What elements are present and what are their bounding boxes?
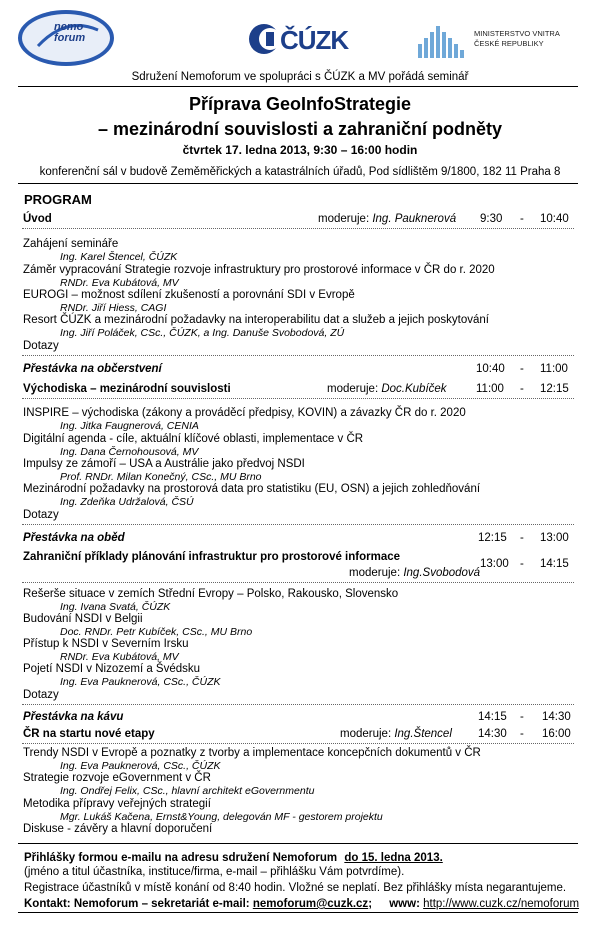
session-vychodiska — [23, 382, 578, 398]
break-title: Přestávka na kávu — [23, 711, 124, 723]
www-link[interactable]: http://www.cuzk.cz/nemoforum — [423, 898, 580, 910]
agenda-item: Rešerše situace v zemích Střední Evropy – Polsko, Rakousko, Slovensko — [23, 588, 399, 600]
session-end: 16:00 — [542, 728, 571, 740]
dotted-rule — [22, 355, 574, 356]
organizer-line: Sdružení Nemoforum ve spolupráci s ČÚZK a MV pořádá seminář — [131, 71, 469, 83]
agenda-speaker: Ing. Jitka Faugnerová, CENIA — [60, 420, 199, 432]
agenda-speaker: Doc. RNDr. Petr Kubíček, CSc., MU Brno — [60, 626, 253, 638]
mv-logo — [416, 20, 586, 60]
agenda-item: Diskuse - závěry a hlavní doporučení — [23, 823, 213, 835]
email-link[interactable]: nemoforum@cuzk.cz — [252, 898, 369, 910]
agenda-item: Dotazy — [23, 509, 59, 521]
contact-label: Kontakt: — [24, 898, 71, 910]
agenda-item: Dotazy — [23, 689, 59, 701]
break-dash: - — [520, 532, 524, 544]
session-zahranicni — [23, 550, 578, 582]
session-dash: - — [520, 383, 524, 395]
header-rule — [18, 86, 578, 87]
agenda-item: Dotazy — [23, 340, 59, 352]
dotted-rule — [22, 743, 574, 744]
session-start: 14:30 — [478, 728, 507, 740]
break-start: 14:15 — [478, 711, 507, 723]
contact-text: Nemoforum – sekretariát e-mail: — [73, 898, 250, 910]
registration-line — [24, 851, 584, 865]
dotted-rule — [22, 398, 574, 399]
agenda-item: Trendy NSDI v Evropě a poznatky z tvorby a implementace koncepčních dokumentů v ČR — [23, 747, 481, 759]
session-title: Zahraniční příklady plánování infrastruktur pro prostorové informace — [23, 551, 401, 563]
agenda-speaker: Ing. Zdeňka Udržalová, ČSÚ — [60, 496, 194, 508]
session-uvod — [23, 212, 578, 228]
agenda-item: Pojetí NSDI v Nizozemí a Švédsku — [23, 663, 201, 675]
bottom-rule — [18, 912, 578, 913]
contact-sep: ; — [368, 898, 373, 910]
agenda-speaker: Ing. Ondřej Felix, CSc., hlavní architekt eGovernmentu — [60, 785, 315, 797]
nemoforum-logo-text: nemo forum — [54, 21, 86, 44]
agenda-speaker: RNDr. Jiří Hiess, CAGI — [60, 302, 167, 314]
session-dash: - — [520, 728, 524, 740]
dotted-rule — [22, 228, 574, 229]
dotted-rule — [22, 582, 574, 583]
session-start: 13:00 — [480, 558, 509, 570]
break-title: Přestávka na občerstvení — [23, 363, 162, 375]
dotted-rule — [22, 704, 574, 705]
www-label: www: — [389, 898, 420, 910]
agenda-speaker: Ing. Ivana Svatá, ČÚZK — [60, 601, 171, 613]
session-moderator: moderuje: Doc.Kubíček — [327, 383, 447, 395]
nemoforum-logo — [16, 8, 116, 68]
agenda-item: Přístup k NSDI v Severním Irsku — [23, 638, 189, 650]
agenda-speaker: RNDr. Eva Kubátová, MV — [60, 651, 179, 663]
agenda-item: Strategie rozvoje eGovernment v ČR — [23, 772, 211, 784]
break-end: 11:00 — [540, 363, 568, 375]
registration-note: (jméno a titul účastníka, instituce/firma, e-mail – přihlášku Vám potvrdíme). — [24, 866, 405, 878]
session-moderator: moderuje: Ing.Štencel — [340, 728, 452, 740]
session-title: ČR na startu nové etapy — [23, 728, 155, 740]
break-coffee — [23, 710, 578, 726]
break-title: Přestávka na oběd — [23, 532, 125, 544]
break-dash: - — [520, 711, 524, 723]
cuzk-logo-text: ČÚZK — [280, 25, 349, 55]
break-end: 14:30 — [542, 711, 571, 723]
session-title: Východiska – mezinárodní souvislosti — [23, 383, 231, 395]
break-start: 12:15 — [478, 532, 507, 544]
session-title: Úvod — [23, 213, 52, 225]
agenda-speaker: Prof. RNDr. Milan Konečný, CSc., MU Brno — [60, 471, 262, 483]
seminar-subtitle: – mezinárodní souvislosti a zahraniční podněty — [97, 119, 503, 139]
dotted-rule — [22, 524, 574, 525]
session-start: 9:30 — [480, 213, 503, 225]
agenda-item: Záměr vypracování Strategie rozvoje infrastruktury pro prostorové informace v ČR do r. 2020 — [23, 264, 495, 276]
agenda-item: INSPIRE – východiska (zákony a prováděcí předpisy, KOVIN) a závazky ČR do r. 2020 — [23, 407, 466, 419]
agenda-item: Impulsy ze zámoří – USA a Austrálie jako předvoj NSDI — [23, 458, 305, 470]
session-end: 10:40 — [540, 213, 569, 225]
agenda-speaker: Mgr. Lukáš Kačena, Ernst&Young, delegován MF - gestorem projektu — [60, 811, 383, 823]
agenda-speaker: Ing. Eva Pauknerová, CSc., ČÚZK — [60, 676, 221, 688]
venue-rule — [18, 183, 578, 184]
venue-line: konferenční sál v budově Zeměměřických a katastrálních úřadů, Pod sídlištěm 9/1800, 182 11 Praha 8 — [39, 166, 561, 178]
session-end: 14:15 — [540, 558, 569, 570]
contact-line — [24, 897, 584, 911]
program-heading: PROGRAM — [24, 192, 92, 207]
agenda-item: Budování NSDI v Belgii — [23, 613, 143, 625]
session-cr — [23, 727, 578, 743]
session-moderator: moderuje: Ing. Pauknerová — [318, 213, 457, 225]
break-lunch — [23, 531, 578, 547]
registration-deadline: do 15. ledna 2013. — [344, 852, 443, 864]
date-line: čtvrtek 17. ledna 2013, 9:30 – 16:00 hodin — [182, 143, 418, 157]
break-refreshment — [23, 362, 578, 378]
session-dash: - — [520, 558, 524, 570]
mv-logo-text: MINISTERSTVO VNITRA ČESKÉ REPUBLIKY — [474, 29, 560, 48]
registration-bold: Přihlášky formou e-mailu na adresu sdružení Nemoforum — [24, 852, 338, 864]
agenda-item: Mezinárodní požadavky na prostorová data pro statistiku (EU, OSN) a jejich zohledňování — [23, 483, 481, 495]
agenda-speaker: Ing. Jiří Poláček, CSc., ČÚZK, a Ing. Danuše Svobodová, ZÚ — [60, 327, 345, 339]
break-dash: - — [520, 363, 524, 375]
agenda-speaker: Ing. Karel Štencel, ČÚZK — [60, 251, 178, 263]
agenda-item: Digitální agenda - cíle, aktuální klíčové oblasti, implementace v ČR — [23, 433, 364, 445]
session-start: 11:00 — [476, 383, 504, 395]
agenda-speaker: RNDr. Eva Kubátová, MV — [60, 277, 179, 289]
agenda-item: Metodika přípravy veřejných strategií — [23, 798, 211, 810]
break-end: 13:00 — [540, 532, 569, 544]
agenda-item: Resort ČÚZK a mezinárodní požadavky na interoperabilitu dat a služeb a jejich poskytování — [23, 314, 489, 326]
session-dash: - — [520, 213, 524, 225]
mv-emblem-icon — [416, 20, 468, 60]
agenda-item: EUROGI – možnost sdílení zkušeností a porovnání SDI v Evropě — [23, 289, 355, 301]
break-start: 10:40 — [476, 363, 505, 375]
agenda-speaker: Ing. Dana Černohousová, MV — [60, 446, 199, 458]
session-end: 12:15 — [540, 383, 569, 395]
footer-rule — [18, 843, 578, 844]
seminar-title: Příprava GeoInfoStrategie — [188, 94, 412, 114]
session-moderator: moderuje: Ing.Svobodová — [349, 567, 481, 579]
agenda-speaker: Ing. Eva Pauknerová, CSc., ČÚZK — [60, 760, 221, 772]
agenda-item: Zahájení semináře — [23, 238, 119, 250]
cuzk-logo — [244, 22, 364, 58]
onsite-note: Registrace účastníků v místě konání od 8:40 hodin. Vložné se neplatí. Bez přihlášky místa negarantujeme. — [24, 882, 567, 894]
